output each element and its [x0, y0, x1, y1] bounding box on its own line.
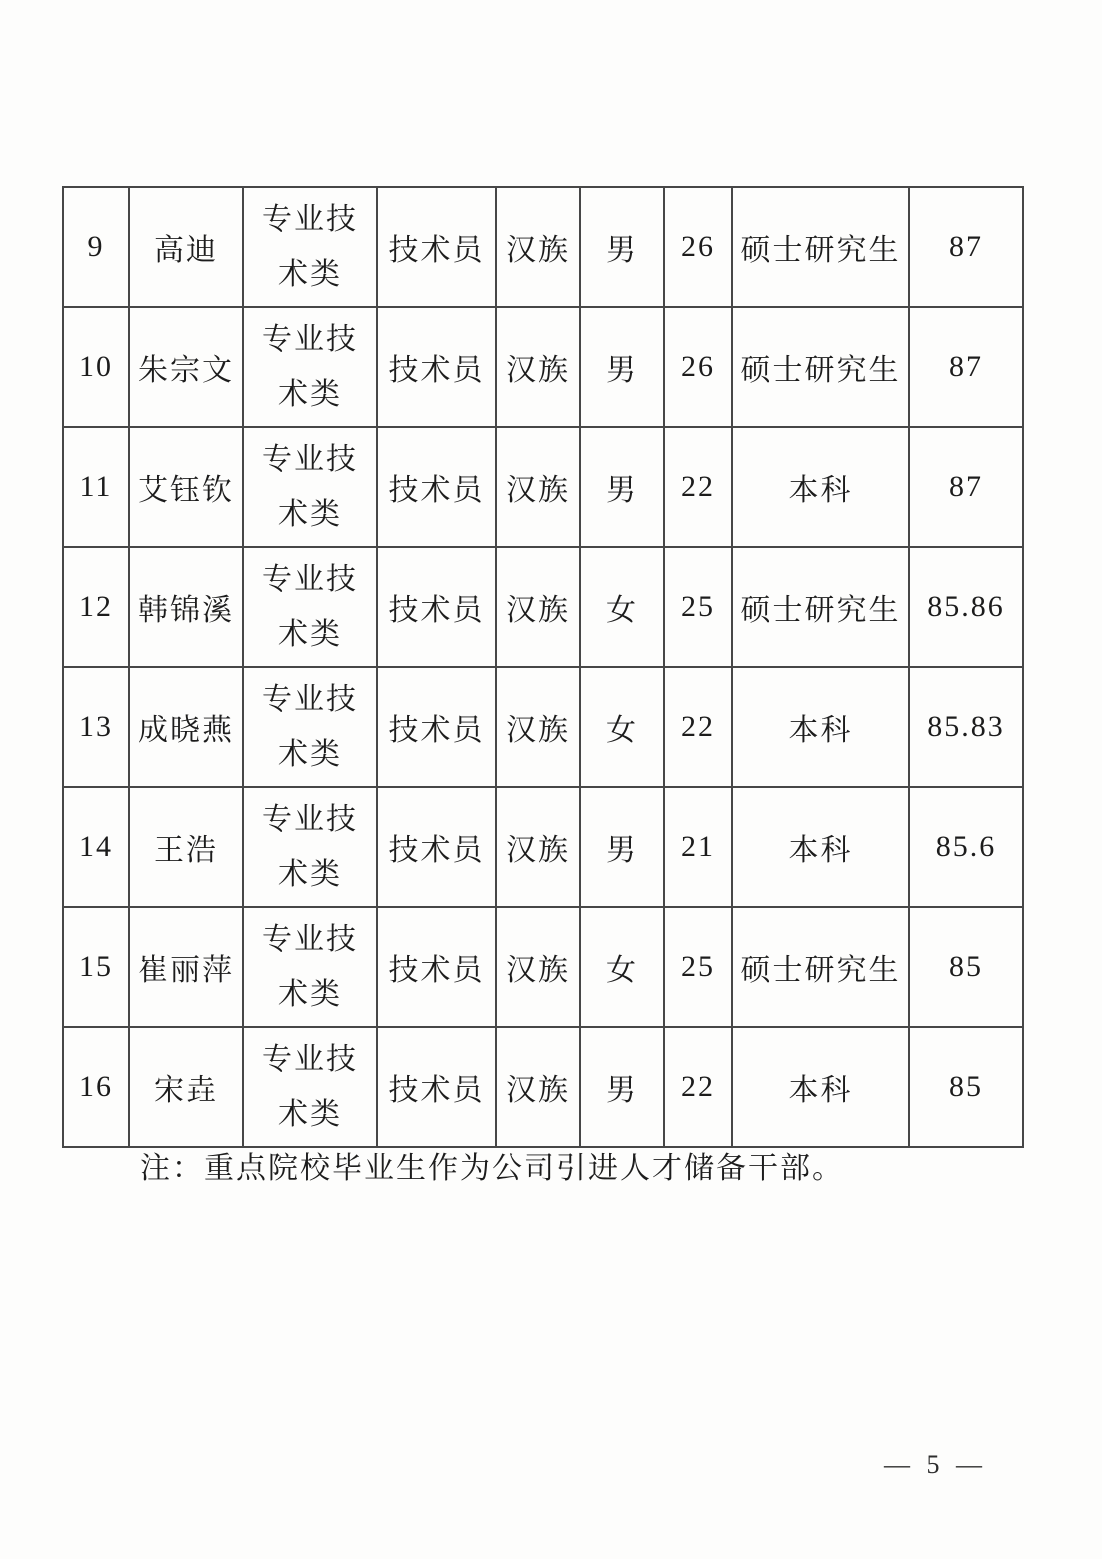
cell-seq: 12	[63, 547, 129, 667]
cell-score: 85	[909, 1027, 1023, 1147]
cell-education: 本科	[732, 1027, 909, 1147]
cell-gender: 男	[580, 787, 664, 907]
cell-ethnicity: 汉族	[496, 907, 580, 1027]
cell-position: 技术员	[377, 427, 496, 547]
cell-name: 韩锦溪	[129, 547, 243, 667]
cell-gender: 女	[580, 907, 664, 1027]
cell-age: 25	[664, 907, 732, 1027]
category-text: 专业技术类	[262, 202, 358, 291]
cell-category	[243, 667, 377, 787]
category-text: 专业技术类	[262, 682, 358, 771]
cell-name: 成晓燕	[129, 667, 243, 787]
cell-position: 技术员	[377, 307, 496, 427]
cell-gender: 男	[580, 1027, 664, 1147]
cell-ethnicity: 汉族	[496, 547, 580, 667]
cell-position: 技术员	[377, 547, 496, 667]
cell-seq: 16	[63, 1027, 129, 1147]
cell-name: 崔丽萍	[129, 907, 243, 1027]
cell-category	[243, 427, 377, 547]
cell-position: 技术员	[377, 667, 496, 787]
category-text: 专业技术类	[262, 922, 358, 1011]
cell-score: 85	[909, 907, 1023, 1027]
category-text: 专业技术类	[262, 562, 358, 651]
page-number: — 5 —	[884, 1450, 987, 1479]
cell-education: 硕士研究生	[732, 187, 909, 307]
cell-seq: 10	[63, 307, 129, 427]
cell-score: 87	[909, 187, 1023, 307]
cell-ethnicity: 汉族	[496, 307, 580, 427]
cell-education: 本科	[732, 667, 909, 787]
cell-name: 朱宗文	[129, 307, 243, 427]
cell-category	[243, 787, 377, 907]
cell-ethnicity: 汉族	[496, 667, 580, 787]
table-row	[63, 1027, 1023, 1147]
cell-gender: 男	[580, 307, 664, 427]
cell-seq: 15	[63, 907, 129, 1027]
cell-score: 85.83	[909, 667, 1023, 787]
cell-gender: 女	[580, 667, 664, 787]
cell-education: 本科	[732, 787, 909, 907]
cell-ethnicity: 汉族	[496, 1027, 580, 1147]
personnel-table	[62, 186, 1024, 1148]
cell-seq: 14	[63, 787, 129, 907]
cell-age: 22	[664, 1027, 732, 1147]
cell-category	[243, 307, 377, 427]
cell-name: 高迪	[129, 187, 243, 307]
cell-gender: 男	[580, 187, 664, 307]
category-text: 专业技术类	[262, 1042, 358, 1131]
cell-education: 硕士研究生	[732, 307, 909, 427]
cell-education: 本科	[732, 427, 909, 547]
category-text: 专业技术类	[262, 802, 358, 891]
table-row	[63, 787, 1023, 907]
cell-position: 技术员	[377, 787, 496, 907]
cell-age: 26	[664, 187, 732, 307]
cell-position: 技术员	[377, 907, 496, 1027]
cell-score: 87	[909, 307, 1023, 427]
cell-category	[243, 187, 377, 307]
cell-ethnicity: 汉族	[496, 187, 580, 307]
cell-age: 26	[664, 307, 732, 427]
cell-position: 技术员	[377, 1027, 496, 1147]
cell-score: 85.6	[909, 787, 1023, 907]
cell-gender: 女	[580, 547, 664, 667]
cell-ethnicity: 汉族	[496, 787, 580, 907]
table-row	[63, 427, 1023, 547]
cell-position: 技术员	[377, 187, 496, 307]
cell-age: 22	[664, 667, 732, 787]
table-row	[63, 187, 1023, 307]
cell-ethnicity: 汉族	[496, 427, 580, 547]
cell-category	[243, 547, 377, 667]
cell-category	[243, 907, 377, 1027]
cell-name: 宋垚	[129, 1027, 243, 1147]
cell-age: 22	[664, 427, 732, 547]
cell-category	[243, 1027, 377, 1147]
category-text: 专业技术类	[262, 322, 358, 411]
cell-gender: 男	[580, 427, 664, 547]
cell-name: 艾钰钦	[129, 427, 243, 547]
cell-score: 87	[909, 427, 1023, 547]
cell-age: 25	[664, 547, 732, 667]
footnote: 注：重点院校毕业生作为公司引进人才储备干部。	[140, 1152, 844, 1185]
cell-seq: 9	[63, 187, 129, 307]
cell-age: 21	[664, 787, 732, 907]
table-row	[63, 907, 1023, 1027]
cell-seq: 13	[63, 667, 129, 787]
cell-education: 硕士研究生	[732, 547, 909, 667]
cell-score: 85.86	[909, 547, 1023, 667]
table-row	[63, 307, 1023, 427]
cell-name: 王浩	[129, 787, 243, 907]
category-text: 专业技术类	[262, 442, 358, 531]
cell-education: 硕士研究生	[732, 907, 909, 1027]
cell-seq: 11	[63, 427, 129, 547]
table-row	[63, 667, 1023, 787]
table-row	[63, 547, 1023, 667]
